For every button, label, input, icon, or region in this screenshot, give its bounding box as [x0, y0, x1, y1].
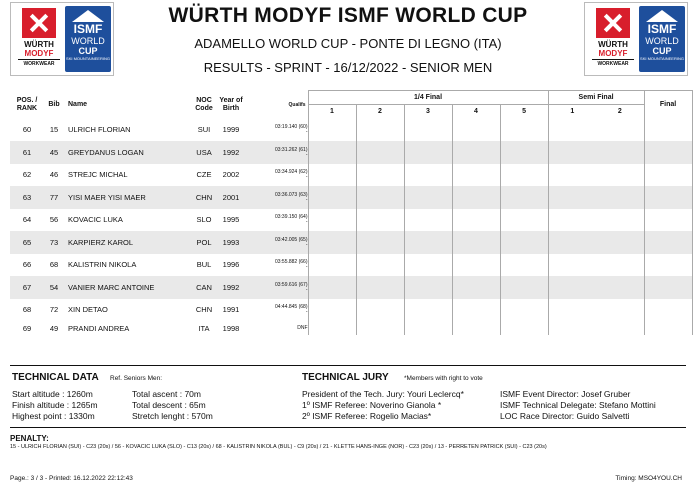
- table-row: [10, 209, 692, 232]
- ismf-line1: ISMF: [73, 22, 103, 36]
- ismf-line2: WORLD: [645, 36, 679, 46]
- cell-qualifs: [245, 119, 308, 142]
- brand-line3: WORKWEAR: [592, 59, 634, 68]
- cell-year: 1992: [217, 141, 245, 164]
- cell-name: KOVACIC LUKA: [68, 215, 123, 225]
- cell-pos: 63: [10, 186, 44, 209]
- stretch-length: Stretch lenght : 570m: [132, 411, 213, 421]
- cell-qualifs: [245, 209, 308, 232]
- cell-pos: 68: [22, 305, 32, 315]
- qualif-dash: -: [305, 309, 308, 316]
- cell-name: PRANDI ANDREA: [68, 323, 130, 333]
- jury-president: President of the Tech. Jury: Youri Leclercq*: [302, 389, 464, 399]
- cell-bib: 68: [49, 260, 59, 270]
- table-row: [10, 141, 692, 164]
- cell-bib: 73: [44, 231, 64, 254]
- qualif-dash: -: [305, 241, 308, 248]
- cell-year: 1998: [222, 323, 240, 333]
- cell-pos: 67: [10, 276, 44, 299]
- group-semi-final: Semi Final: [548, 91, 644, 105]
- page-info: Page.: 3 / 3 - Printed: 16.12.2022 22:12:43: [10, 475, 133, 482]
- cell-name: XIN DETAO: [68, 305, 108, 315]
- wurth-mark-icon: [22, 8, 56, 38]
- timing-credit: Timing: MSO4YOU.CH: [615, 475, 682, 482]
- ismf-world-cup-logo: [65, 6, 111, 72]
- cell-bib: 56: [49, 215, 59, 225]
- mountain-icon: [72, 10, 104, 22]
- qualif-time: 03:36.073 (63): [274, 191, 308, 198]
- penalty-title: PENALTY:: [10, 434, 49, 443]
- cell-noc: BUL: [196, 260, 212, 270]
- qualif-dash: -: [305, 286, 308, 293]
- cell-pos: 65: [10, 231, 44, 254]
- cell-year: 1995: [222, 215, 240, 225]
- cell-pos: 64: [22, 215, 32, 225]
- cell-year: 2001: [217, 186, 245, 209]
- cell-bib: 46: [49, 170, 59, 180]
- table-row: [10, 231, 692, 254]
- wurth-modyf-logo: [14, 6, 64, 72]
- brand-line1: WÜRTH: [598, 40, 628, 49]
- cell-qualifs: [245, 254, 308, 277]
- cell-qualifs: [245, 299, 308, 322]
- table-row: [10, 254, 692, 277]
- cell-bib: 54: [44, 276, 64, 299]
- ismf-line1: ISMF: [647, 22, 677, 36]
- jury-referee-2: 2º ISMF Referee: Rogelio Macias*: [302, 411, 432, 421]
- cell-pos: 61: [10, 141, 44, 164]
- col-header-bib: Bib: [48, 100, 60, 108]
- technical-data-note: Ref. Seniors Men:: [110, 375, 163, 382]
- table-row: [10, 119, 692, 142]
- cell-noc: CHN: [191, 186, 217, 209]
- mountain-icon: [646, 10, 678, 22]
- brand-line2: MODYF: [598, 49, 628, 58]
- technical-jury-title: TECHNICAL JURY: [302, 372, 389, 383]
- quarter-heat-5: 5: [522, 107, 526, 115]
- cell-year: 1993: [217, 231, 245, 254]
- event-subtitle: ADAMELLO WORLD CUP - PONTE DI LEGNO (ITA): [194, 36, 502, 51]
- qualif-time: 03:39.150 (64): [274, 214, 308, 221]
- cell-year: 2002: [222, 170, 240, 180]
- cell-name: ULRICH FLORIAN: [68, 125, 131, 135]
- cell-pos: 60: [22, 125, 32, 135]
- start-altitude: Start altitude : 1260m: [12, 389, 93, 399]
- cell-noc: CHN: [195, 305, 213, 315]
- penalty-text: 15 - ULRICH FLORIAN (SUI) - C23 (20s) / 56 - KOVACIC LUKA (SLO) - C13 (20s) / 68 - KALISTRIN NIKOLA (BUL) - C9 (20s) / 21 - KLETTE HANS-INGE (NOR) - C23 (20s) / 13 - PERRETEN PATRICK (SUI) - C23 (20s): [10, 444, 547, 450]
- cell-qualifs: [245, 141, 308, 164]
- total-ascent: Total ascent : 70m: [132, 389, 201, 399]
- highest-point: Highest point : 1330m: [12, 411, 95, 421]
- quarter-heat-3: 3: [426, 107, 430, 115]
- table-row: [10, 276, 692, 299]
- col-year-label: Year of: [219, 96, 243, 104]
- total-descent: Total descent : 65m: [132, 400, 206, 410]
- cell-name: GREYDANUS LOGAN: [64, 141, 191, 164]
- col-header-year: [217, 91, 245, 119]
- technical-delegate: ISMF Technical Delegate: Stefano Mottini: [500, 400, 656, 410]
- ismf-line4: SKI MOUNTAINEERING: [66, 56, 110, 61]
- col-header-name: Name: [68, 100, 88, 108]
- qualif-time: 03:19.140 (60): [274, 124, 308, 131]
- section-divider: [10, 427, 686, 428]
- semi-heat-1: 1: [548, 105, 596, 119]
- qualif-dash: -: [305, 264, 308, 271]
- cell-bib: 49: [49, 323, 59, 333]
- table-row: [10, 164, 692, 187]
- col-noc-label: NOC: [196, 96, 212, 104]
- qualif-dash: -: [305, 219, 308, 226]
- brand-line3: WORKWEAR: [18, 59, 60, 68]
- cell-year: 1996: [222, 260, 240, 270]
- brand-line2: MODYF: [24, 49, 54, 58]
- qualif-time: 04:44.845 (68): [274, 304, 308, 311]
- col-pos-label: POS. /: [16, 96, 38, 104]
- quarter-heat-2: 2: [378, 107, 382, 115]
- finish-altitude: Finish altitude : 1265m: [12, 400, 98, 410]
- loc-race-director: LOC Race Director: Guido Salvetti: [500, 411, 630, 421]
- table-row: [10, 299, 692, 322]
- cell-name: YISI MAER YISI MAER: [64, 186, 191, 209]
- brand-line1: WÜRTH: [24, 40, 54, 49]
- sponsor-logo-left: [10, 2, 114, 76]
- cell-noc: CAN: [191, 276, 217, 299]
- wurth-mark-icon: [596, 8, 630, 38]
- cell-qualifs: [245, 321, 308, 335]
- group-final: Final: [644, 91, 692, 119]
- col-header-noc: [191, 91, 217, 119]
- technical-jury-note: *Members with right to vote: [404, 375, 483, 382]
- table-row: [10, 186, 692, 209]
- cell-bib: 15: [49, 125, 59, 135]
- col-header-qualifs: Qualifs: [288, 101, 306, 108]
- quarter-heat-4: 4: [474, 107, 478, 115]
- cell-bib: 72: [49, 305, 59, 315]
- sponsor-logo-right: [584, 2, 688, 76]
- ismf-world-cup-logo: [639, 6, 685, 72]
- cell-name: KALISTRIN NIKOLA: [68, 260, 137, 270]
- cell-qualifs: [245, 164, 308, 187]
- wurth-modyf-logo: [588, 6, 638, 72]
- section-divider: [10, 365, 686, 366]
- table-row: [10, 321, 692, 335]
- jury-referee-1: 1º ISMF Referee: Noverino Gianola *: [302, 400, 442, 410]
- quarter-heat-1: 1: [308, 105, 356, 119]
- qualif-time: 03:34.924 (62): [274, 169, 308, 176]
- cell-name: STREJC MICHAL: [68, 170, 128, 180]
- ismf-line3: CUP: [78, 46, 98, 56]
- cell-pos: 62: [22, 170, 32, 180]
- qualif-time: 03:59.616 (67): [274, 281, 308, 288]
- qualif-time: DNF: [297, 325, 308, 331]
- results-table: [10, 90, 693, 335]
- cell-qualifs: [245, 231, 308, 254]
- col-birth-label: Birth: [222, 104, 240, 112]
- col-header-pos: [10, 91, 44, 119]
- cell-pos: 69: [22, 323, 32, 333]
- group-quarter-final: 1/4 Final: [308, 91, 548, 105]
- cell-noc: SUI: [197, 125, 211, 135]
- cell-bib: 77: [44, 186, 64, 209]
- qualif-time: 03:55.882 (66): [274, 259, 308, 266]
- cell-bib: 45: [44, 141, 64, 164]
- col-code-label: Code: [195, 104, 213, 112]
- cell-name: KARPIERZ KAROL: [64, 231, 191, 254]
- qualif-time: 03:31.262 (61): [274, 146, 308, 153]
- cell-year: 1992: [217, 276, 245, 299]
- qualif-dash: -: [305, 196, 308, 203]
- cell-pos: 66: [22, 260, 32, 270]
- cell-noc: USA: [191, 141, 217, 164]
- page-title: WÜRTH MODYF ISMF WORLD CUP: [168, 4, 528, 27]
- ismf-line4: SKI MOUNTAINEERING: [640, 56, 684, 61]
- cell-year: 1999: [222, 125, 240, 135]
- qualif-dash: -: [305, 129, 308, 136]
- qualif-dash: -: [305, 174, 308, 181]
- results-subtitle: RESULTS - SPRINT - 16/12/2022 - SENIOR MEN: [203, 60, 493, 75]
- event-director: ISMF Event Director: Josef Gruber: [500, 389, 631, 399]
- ismf-line3: CUP: [652, 46, 672, 56]
- ismf-line2: WORLD: [71, 36, 105, 46]
- cell-noc: POL: [191, 231, 217, 254]
- cell-noc: CZE: [196, 170, 212, 180]
- cell-qualifs: [245, 276, 308, 299]
- qualif-dash: -: [305, 151, 308, 158]
- cell-noc: ITA: [198, 323, 210, 333]
- cell-year: 1991: [222, 305, 240, 315]
- cell-noc: SLO: [196, 215, 212, 225]
- cell-name: VANIER MARC ANTOINE: [64, 276, 191, 299]
- qualif-time: 03:42.005 (65): [274, 236, 308, 243]
- col-rank-label: RANK: [16, 104, 38, 112]
- technical-data-title: TECHNICAL DATA: [12, 372, 99, 383]
- cell-qualifs: [245, 186, 308, 209]
- semi-heat-2: 2: [617, 107, 622, 115]
